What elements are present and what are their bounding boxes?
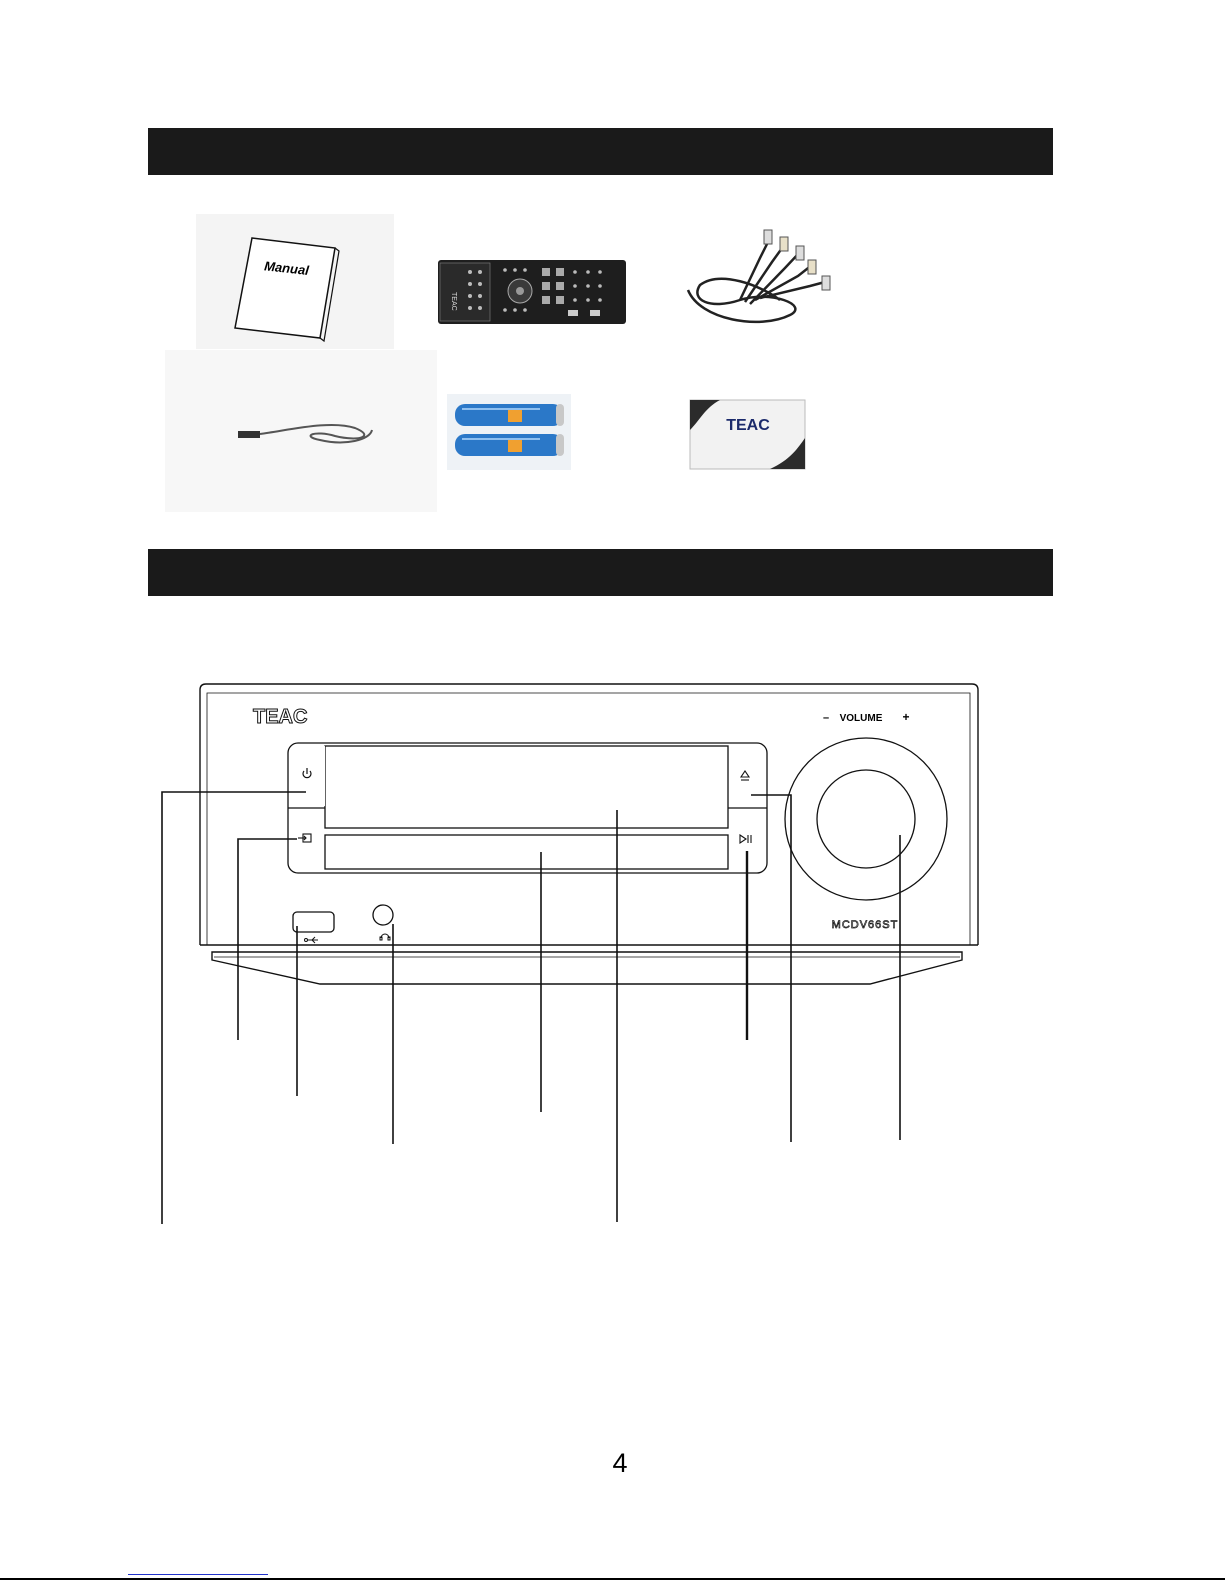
eject-icon [741,771,749,780]
input-button[interactable] [298,834,311,842]
brand-logo: TEAC [253,706,308,728]
callout-power [162,792,306,1224]
volume-minus-label: – [822,712,830,724]
model-label: MCDV66ST [831,919,899,931]
callout-lines [162,792,900,1224]
display-frame [288,743,767,873]
power-button[interactable] [292,746,325,806]
footer-link-underline [128,1574,268,1575]
eject-button[interactable] [741,771,749,780]
volume-knob[interactable] [785,738,947,900]
headphones-icon [380,934,390,940]
bottom-rule [0,1578,1225,1580]
play-pause-icon [740,835,751,843]
callout-input [238,839,297,1040]
manual-label: Manual [263,258,310,278]
page-number: 4 [612,1448,628,1478]
usb-icon [305,937,319,943]
input-icon [298,834,311,842]
callout-eject [751,795,791,1142]
remote-brand-label: TEAC [450,292,457,311]
play-pause-button[interactable] [740,835,751,843]
volume-label: VOLUME [839,713,883,724]
volume-plus-label: + [902,710,910,724]
headphone-jack[interactable] [373,905,393,940]
card-brand-label: TEAC [726,417,770,434]
usb-port[interactable] [293,912,334,943]
